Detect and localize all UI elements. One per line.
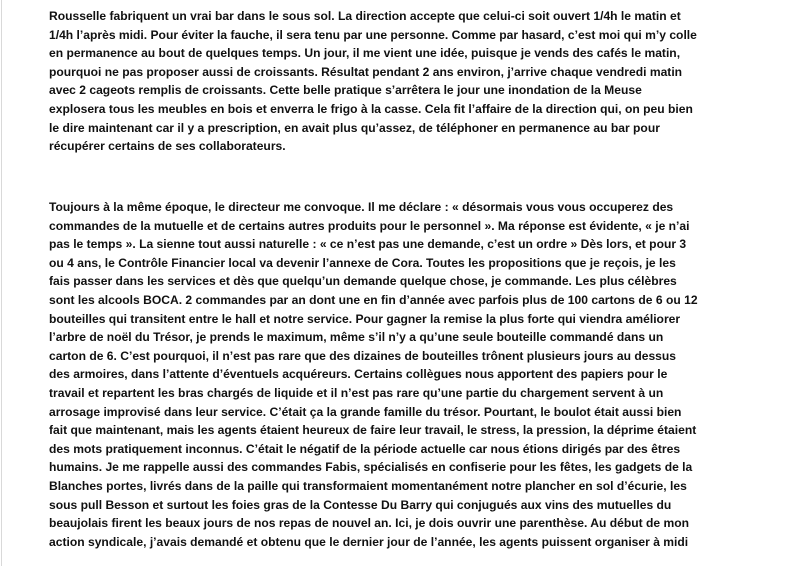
text-line: fais passer dans les services et dès que quelqu’un demande quelque chose, je commande. Les plus célèbres [49, 274, 677, 289]
text-line: le dire maintenant car il y a prescription, en avait plus qu’assez, de téléphoner en permanence au bar pour [49, 120, 660, 135]
text-line: avec 2 cageots remplis de croissants. Cette belle pratique s’arrêtera le jour une inondation de la Meuse [49, 83, 642, 98]
text-line: action syndicale, j’avais demandé et obtenu que le dernier jour de l’année, les agents puissent organiser à midi [49, 534, 689, 549]
text-line: des armoires, dans l’attente d’éventuels acquéreurs. Certains collègues nous apportent des papiers pour le [49, 367, 668, 382]
text-line: ou 4 ans, le Contrôle Financier local va devenir l’annexe de Cora. Toutes les propositions que je reçois, je les [49, 255, 676, 270]
text-line: bouteilles qui transitent entre le hall et notre service. Pour gagner la remise la plus forte qui viendra améliorer [49, 311, 681, 326]
text-line: humains. Je me rappelle aussi des commandes Fabis, spécialisés en confiserie pour les fêtes, les gadgets de la [49, 460, 693, 475]
text-line: fait que maintenant, mais les agents étaient heureux de faire leur travail, le stress, la pression, la déprime étaient [49, 423, 697, 438]
text-line: Toujours à la même époque, le directeur me convoque. Il me déclare : « désormais vous vous occuperez des [49, 200, 674, 214]
text-line: en permanence au bout de quelques temps. Un jour, il me vient une idée, puisque je vends des cafés le matin, [49, 46, 681, 61]
page-edge-divider [1, 0, 2, 566]
text-line: 1/4h l’après midi. Pour éviter la fauche, il sera tenu par une personne. Comme par hasard, c’est moi qui m’y colle [49, 27, 697, 42]
text-line: Rousselle fabriquent un vrai bar dans le sous sol. La direction accepte que celui-ci soit ouvert 1/4h le matin et [49, 9, 681, 23]
paragraph-bar-story [49, 7, 784, 156]
text-line: carton de 6. C’est pourquoi, il n’est pas rare que des dizaines de bouteilles trônent plusieurs jours au dessus [49, 348, 677, 363]
text-line: pas le temps ». La sienne tout aussi naturelle : « ce n’est pas une demande, c’est un ordre » Dès lors, et pour 3 [49, 237, 687, 252]
text-line: des mots pratiquement inconnus. C’était le négatif de la période actuelle car nous étions dirigés par des êtres [49, 441, 681, 456]
text-line: beaujolais firent les beaux jours de nos repas de nouvel an. Ici, je dois ouvrir une parenthèse. Au début de mon [49, 516, 690, 531]
text-line: récupérer certains de ses collaborateurs. [49, 139, 286, 154]
text-line: Blanches portes, livrés dans de la paille qui transformaient momentanément notre plancher en sol d’écurie, les [49, 478, 687, 493]
text-line: sont les alcools BOCA. 2 commandes par an dont une en fin d’année avec parfois plus de 100 cartons de 6 ou 12 [49, 292, 698, 307]
text-line: arrosage improvisé dans leur service. C’était ça la grande famille du trésor. Pourtant, le boulot était aussi bien [49, 404, 682, 419]
text-line: sous pull Besson et surtout les foies gras de la Contesse Du Barry qui conjugués aux vins des mutuelles du [49, 497, 672, 512]
paragraph-mutuelle-orders [49, 198, 784, 551]
text-line: explosera tous les meubles en bois et enverra le frigo à la casse. Cela fit l’affaire de la direction qui, on peu bien [49, 101, 693, 116]
text-line: pourquoi ne pas proposer aussi de croissants. Résultat pendant 2 ans environ, j’arrive chaque vendredi matin [49, 64, 683, 79]
text-line: l’arbre de noël du Trésor, je prends le maximum, même s’il n’y a qu’une seule bouteille commandé dans un [49, 330, 664, 345]
text-line: travail et repartent les bras chargés de liquide et il n’est pas rare qu’une partie du chargement servent à un [49, 385, 664, 400]
text-line: commandes de la mutuelle et de certains autres produits pour le personnel ». Ma réponse est évidente, « je n’ai [49, 218, 690, 233]
